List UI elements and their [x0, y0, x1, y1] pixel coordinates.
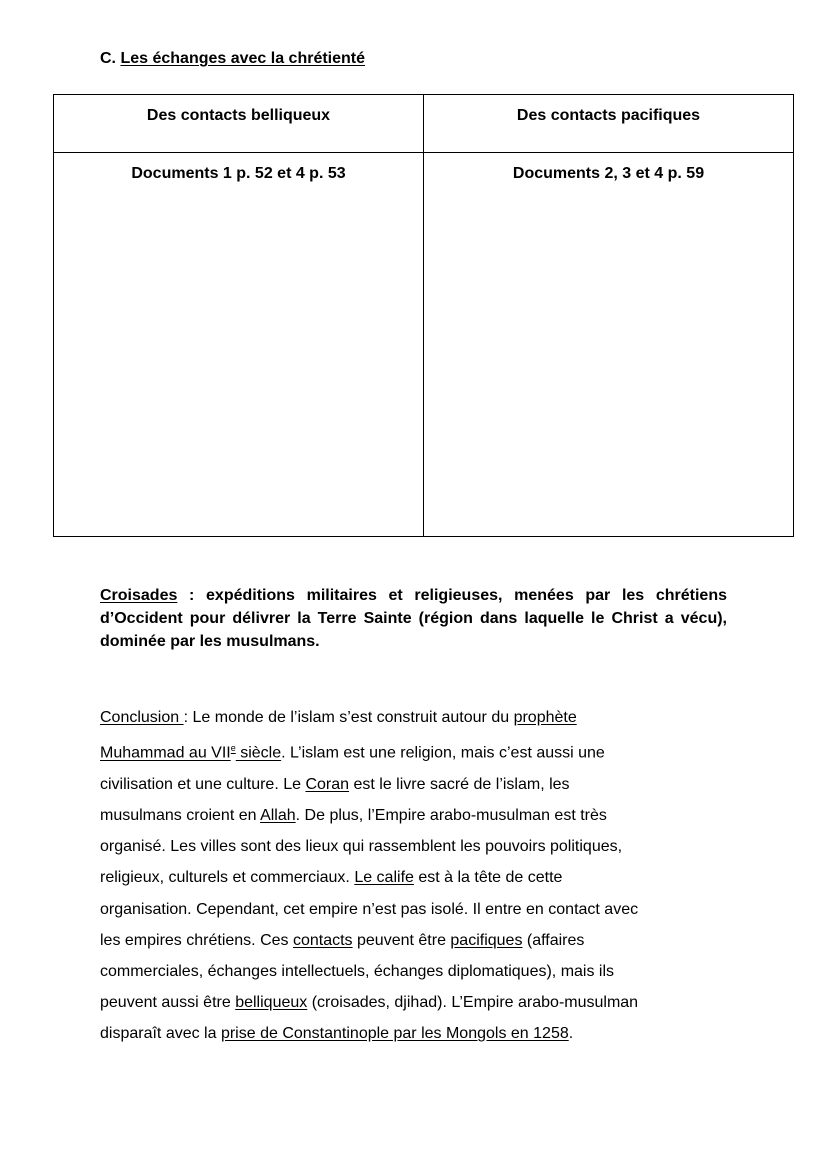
conclusion-text: disparaît avec la: [100, 1025, 221, 1043]
conclusion-text: : Le monde de l’islam s’est construit autour du: [183, 709, 514, 726]
conclusion-text: organisé. Les villes sont des lieux qui rassemblent les pouvoirs politiques,: [100, 838, 623, 856]
conclusion-text: civilisation et une culture. Le: [100, 775, 306, 793]
definition-text: : expéditions militaires et religieuses, menées par les chrétiens d’Occident pour délivrer la Terre Sainte (région dans laquelle le Christ a vécu), dominée par les musulmans.: [100, 587, 727, 650]
conclusion-line: [100, 925, 638, 956]
header-pacifiques: Des contacts pacifiques: [424, 95, 794, 153]
conclusion-paragraph: [100, 702, 638, 1050]
conclusion-line: [100, 733, 638, 769]
conclusion-text: religieux, culturels et commerciaux.: [100, 869, 355, 887]
definition-term: Croisades: [100, 587, 178, 604]
underlined-term: Allah: [260, 806, 296, 824]
section-prefix: C.: [100, 50, 121, 67]
conclusion-text: . L’islam est une religion, mais c’est aussi une: [281, 744, 605, 762]
section-title: Les échanges avec la chrétienté: [120, 50, 366, 67]
cell-pacifiques: Documents 2, 3 et 4 p. 59: [424, 153, 794, 537]
underlined-term: prophète: [513, 709, 577, 726]
conclusion-line: [100, 702, 638, 733]
underlined-term: Coran: [305, 775, 350, 793]
underlined-term: Le calife: [354, 869, 414, 887]
conclusion-line: [100, 769, 638, 800]
definition-croisades: [100, 584, 727, 653]
conclusion-line: [100, 956, 638, 987]
conclusion-text: musulmans croient en: [100, 806, 261, 824]
conclusion-text: .: [568, 1025, 574, 1043]
underlined-term: belliqueux: [235, 994, 308, 1012]
conclusion-text: (croisades, djihad). L’Empire arabo-musulman: [307, 994, 639, 1012]
underlined-term: Conclusion: [100, 709, 184, 726]
conclusion-text: peuvent aussi être: [100, 994, 236, 1012]
underlined-term: pacifiques: [450, 931, 523, 949]
conclusion-text: organisation. Cependant, cet empire n’est pas isolé. Il entre en contact avec: [100, 900, 639, 918]
conclusion-line: [100, 987, 638, 1018]
conclusion-text: peuvent être: [352, 931, 451, 949]
conclusion-text: (affaires: [522, 931, 585, 949]
underlined-term: e: [230, 743, 236, 754]
comparison-table: [53, 94, 794, 537]
conclusion-line: [100, 862, 638, 893]
header-belliqueux: Des contacts belliqueux: [54, 95, 424, 153]
conclusion-line: [100, 800, 638, 831]
underlined-term: prise de Constantinople par les Mongols en 1258: [220, 1025, 569, 1043]
cell-belliqueux: Documents 1 p. 52 et 4 p. 53: [54, 153, 424, 537]
conclusion-text: . De plus, l’Empire arabo-musulman est très: [295, 806, 607, 824]
conclusion-text: est à la tête de cette: [413, 869, 563, 887]
section-heading: [100, 50, 365, 68]
underlined-term: contacts: [292, 931, 353, 949]
conclusion-line: [100, 894, 638, 925]
conclusion-line: [100, 831, 638, 862]
underlined-term: Muhammad au VII: [100, 744, 231, 762]
conclusion-line: [100, 1018, 638, 1049]
conclusion-text: les empires chrétiens. Ces: [100, 931, 293, 949]
table-header-row: [54, 95, 794, 153]
conclusion-text: commerciales, échanges intellectuels, échanges diplomatiques), mais ils: [100, 962, 615, 980]
underlined-term: siècle: [235, 744, 282, 762]
table-row: [54, 153, 794, 537]
conclusion-text: est le livre sacré de l’islam, les: [349, 775, 570, 793]
